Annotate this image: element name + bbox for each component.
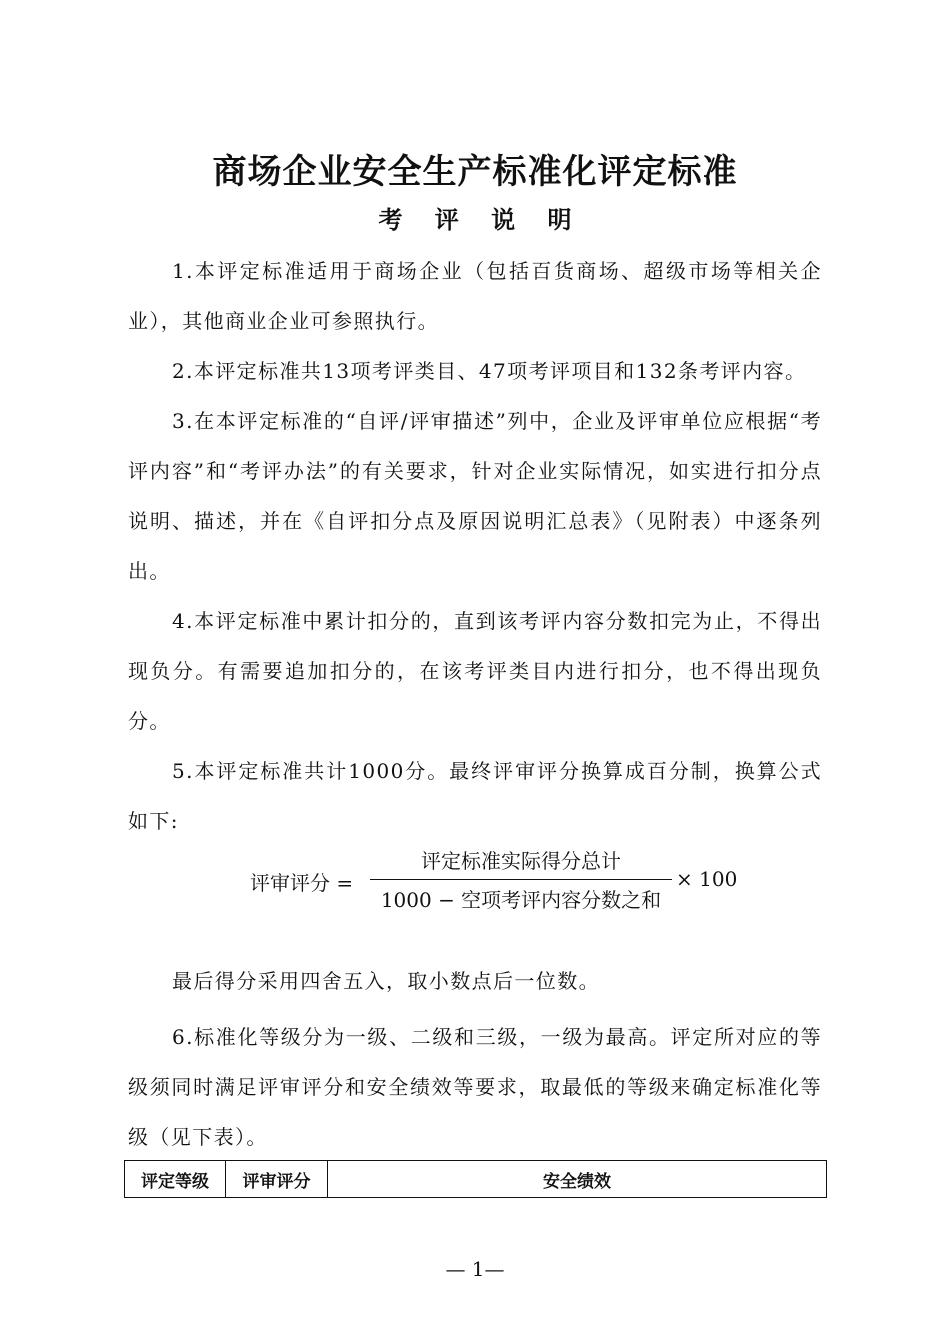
section-subtitle: 考 评 说 明 [378,206,584,234]
paragraph-rounding: 最后得分采用四舍五入，取小数点后一位数。 [172,969,600,993]
formula-lhs: 评审评分 = [250,871,354,895]
paragraph-2: 2.本评定标准共13项考评类目、47项考评项目和132条考评内容。 [172,359,807,383]
paragraph-3: 3.在本评定标准的“自评/评审描述”列中，企业及评审单位应根据“考评内容”和“考评办法”的有关要求，针对企业实际情况，如实进行扣分点说明、描述，并在《自评扣分点及原因说明汇总表》（见附表）中逐条列出。 [128,409,822,583]
formula-numerator: 评定标准实际得分总计 [421,849,621,873]
formula-denominator: 1000 − 空项考评内容分数之和 [380,888,662,912]
formula-fraction [370,845,672,916]
header-grade-level: 评定等级 [125,1161,226,1198]
paragraph-5: 5.本评定标准共计1000分。最终评审评分换算成百分制，换算公式如下: [128,759,822,833]
score-formula [250,845,750,915]
header-review-score: 评审评分 [226,1161,328,1198]
grade-table [124,1160,827,1198]
header-safety-performance: 安全绩效 [328,1161,827,1198]
paragraph-6: 6.标准化等级分为一级、二级和三级，一级为最高。评定所对应的等级须同时满足评审评分和安全绩效等要求，取最低的等级来确定标准化等级（见下表）。 [128,1025,822,1149]
paragraph-1: 1.本评定标准适用于商场企业（包括百货商场、超级市场等相关企业），其他商业企业可参照执行。 [128,259,822,333]
document-title: 商场企业安全生产标准化评定标准 [212,152,738,192]
formula-multiplier: × 100 [676,867,738,891]
fraction-bar [370,879,672,880]
table-header-row [125,1161,827,1198]
paragraph-4: 4.本评定标准中累计扣分的，直到该考评内容分数扣完为止，不得出现负分。有需要追加扣分的，在该考评类目内进行扣分，也不得出现负分。 [128,609,822,733]
page-number: — 1— [445,1257,505,1281]
